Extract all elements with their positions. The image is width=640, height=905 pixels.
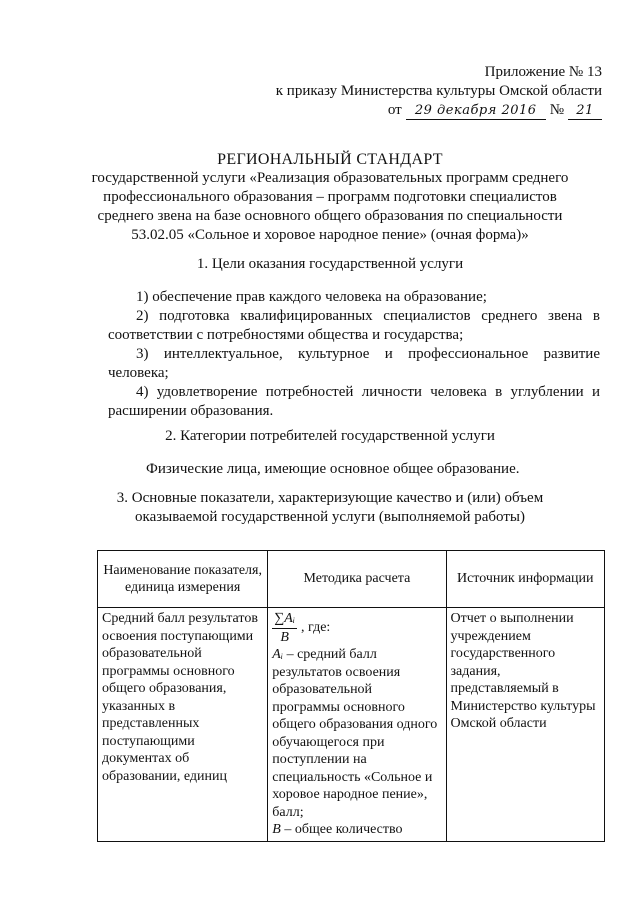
document-subtitle	[30, 169, 630, 245]
b-symbol: B	[272, 822, 281, 837]
table-row	[98, 608, 605, 842]
document-title: РЕГИОНАЛЬНЫЙ СТАНДАРТ	[217, 151, 443, 168]
subtitle-line: профессионального образования – программ подготовки специалистов	[103, 189, 557, 205]
header-source: Источник информации	[446, 551, 605, 608]
number-label: №	[549, 102, 564, 118]
ai-text: – средний балл результатов освоения образовательной программы основного общего образования одного обучающегося при поступлении на специальность «Сольное и хоровое народное пение», балл;	[272, 647, 438, 820]
header-indicator: Наименование показателя, единица измерения	[98, 551, 268, 608]
list-item: 2) подготовка квалифицированных специалистов среднего звена в соответствии с потребностями общества и государства;	[108, 308, 600, 343]
appendix-block	[276, 63, 602, 120]
appendix-order-reference: к приказу Министерства культуры Омской области	[275, 83, 602, 99]
formula-numerator: ∑Aᵢ	[272, 610, 297, 629]
ai-symbol: Aᵢ	[272, 647, 284, 662]
header-method: Методика расчета	[268, 551, 446, 608]
goals-list	[108, 288, 600, 421]
formula-denominator: B	[280, 629, 289, 645]
section-3-heading-line: 3. Основные показатели, характеризующие качество и (или) объем	[116, 490, 544, 506]
formula-suffix: , где:	[301, 620, 331, 636]
order-date-number-row	[276, 101, 602, 120]
method-b-definition	[272, 821, 441, 839]
section-3-heading	[60, 489, 600, 527]
handwritten-number: 21	[568, 103, 602, 120]
subtitle-line: 53.02.05 «Сольное и хоровое народное пение» (очная форма)»	[131, 227, 529, 243]
indicators-table	[97, 550, 605, 842]
date-from-label: от	[387, 102, 402, 118]
method-ai-definition	[272, 646, 441, 821]
b-text: – общее количество	[280, 822, 403, 837]
formula	[272, 610, 441, 646]
cell-method	[268, 608, 446, 842]
section-2-heading: 2. Категории потребителей государственной услуги	[165, 428, 495, 444]
section-3-heading-line: оказываемой государственной услуги (выполняемой работы)	[135, 509, 525, 525]
subtitle-line: государственной услуги «Реализация образовательных программ среднего	[91, 170, 569, 186]
list-item: 4) удовлетворение потребностей личности человека в углублении и расширении образования.	[108, 384, 600, 419]
table-header-row	[98, 551, 605, 608]
cell-indicator: Средний балл результатов освоения поступающими образовательной программы основного общего образования, указанных в представленных поступающими документах об образовании, единиц	[98, 608, 268, 842]
list-item: 3) интеллектуальное, культурное и профессиональное развитие человека;	[108, 346, 600, 381]
list-item: 1) обеспечение прав каждого человека на образование;	[136, 289, 487, 305]
consumers-text: Физические лица, имеющие основное общее образование.	[146, 461, 520, 477]
section-1-heading: 1. Цели оказания государственной услуги	[196, 256, 464, 272]
formula-fraction	[272, 610, 297, 646]
cell-source: Отчет о выполнении учреждением государственного задания, представляемый в Министерство культуры Омской области	[446, 608, 605, 842]
appendix-title: Приложение № 13	[484, 64, 602, 80]
handwritten-date: 29 декабря 2016	[406, 103, 546, 120]
subtitle-line: среднего звена на базе основного общего образования по специальности	[97, 208, 563, 224]
